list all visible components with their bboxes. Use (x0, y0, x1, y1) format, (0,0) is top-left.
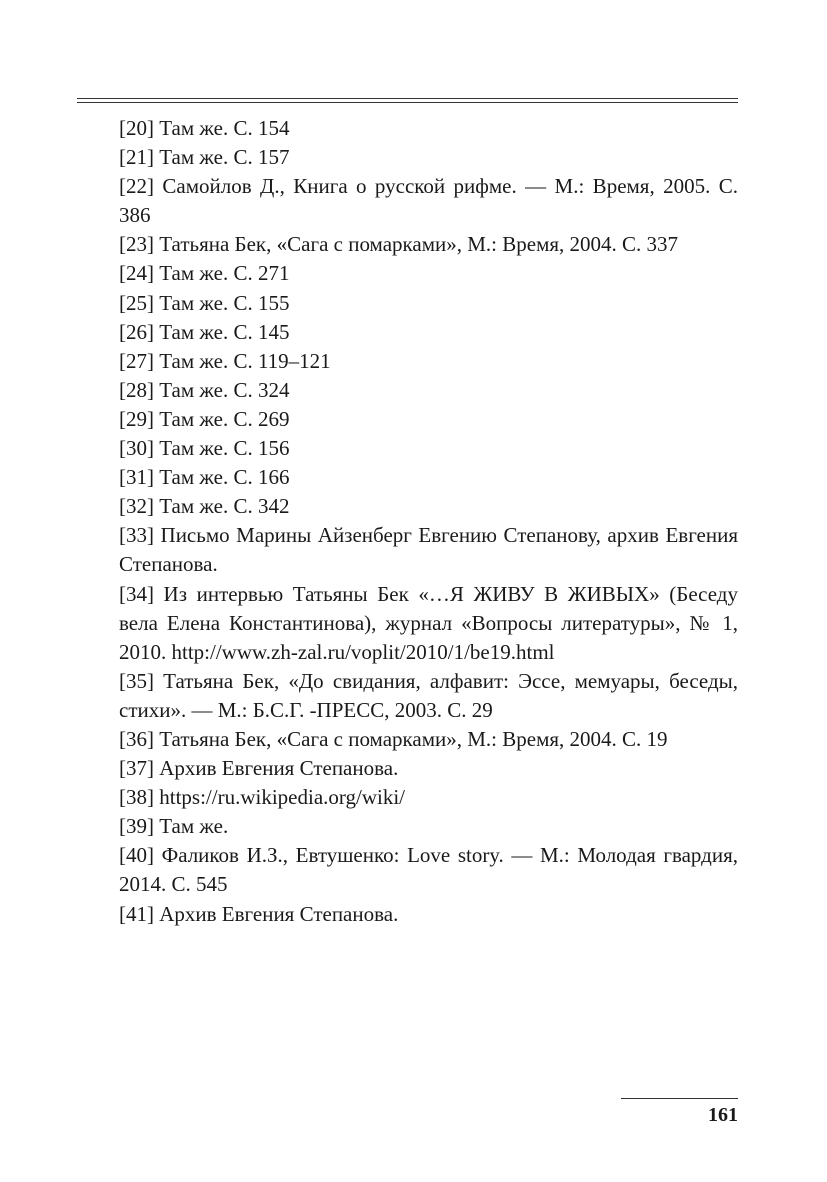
endnote-item: [31] Там же. С. 166 (119, 465, 290, 490)
endnote-item: [26] Там же. С. 145 (119, 319, 290, 344)
endnote-item: [23] Татьяна Бек, «Сага с помарками», М.: Время, 2004. С. 337 (119, 232, 679, 257)
endnote-item: [27] Там же. С. 119–121 (119, 348, 331, 373)
endnote-item: [36] Татьяна Бек, «Сага с помарками», М.: Время, 2004. С. 19 (119, 726, 668, 751)
endnote-item: [22] Самойлов Д., Книга о русской рифме. — М.: Время, 2005. С. 386 (119, 174, 738, 228)
endnote-item: [39] Там же. (119, 814, 229, 839)
endnotes-list (119, 114, 738, 929)
endnote-item: [24] Там же. С. 271 (119, 261, 290, 286)
endnote-item: [20] Там же. С. 154 (119, 116, 290, 140)
endnote-item: [30] Там же. С. 156 (119, 436, 290, 461)
endnote-item: [37] Архив Евгения Степанова. (119, 756, 399, 781)
endnote-item: [32] Там же. С. 342 (119, 494, 290, 519)
endnote-item: [40] Фаликов И.З., Евтушенко: Love story. — М.: Молодая гвардия, 2014. С. 545 (119, 843, 738, 897)
endnote-item: [33] Письмо Марины Айзенберг Евгению Степанову, архив Евгения Степанова. (119, 523, 738, 577)
endnote-item: [21] Там же. С. 157 (119, 145, 290, 170)
page-number: 161 (708, 1104, 738, 1126)
endnote-item: [38] https://ru.wikipedia.org/wiki/ (119, 785, 406, 810)
header-rule-lower (77, 102, 738, 103)
header-rule-upper (77, 98, 738, 99)
endnote-item: [25] Там же. С. 155 (119, 290, 290, 315)
endnote-item: [41] Архив Евгения Степанова. (119, 901, 399, 926)
endnote-item: [28] Там же. С. 324 (119, 377, 290, 402)
endnote-item: [29] Там же. С. 269 (119, 406, 290, 431)
endnote-item: [34] Из интервью Татьяны Бек «…Я ЖИВУ В ЖИВЫХ» (Беседу вела Елена Константинова), журнал «Вопросы литературы», № 1, 2010. http://www.zh-zal.ru/voplit/2010/1/be19.html (119, 581, 738, 664)
footer-rule (621, 1098, 738, 1099)
endnote-item: [35] Татьяна Бек, «До свидания, алфавит: Эссе, мемуары, беседы, стихи». — М.: Б.С.Г. -ПРЕСС, 2003. С. 29 (119, 668, 738, 722)
